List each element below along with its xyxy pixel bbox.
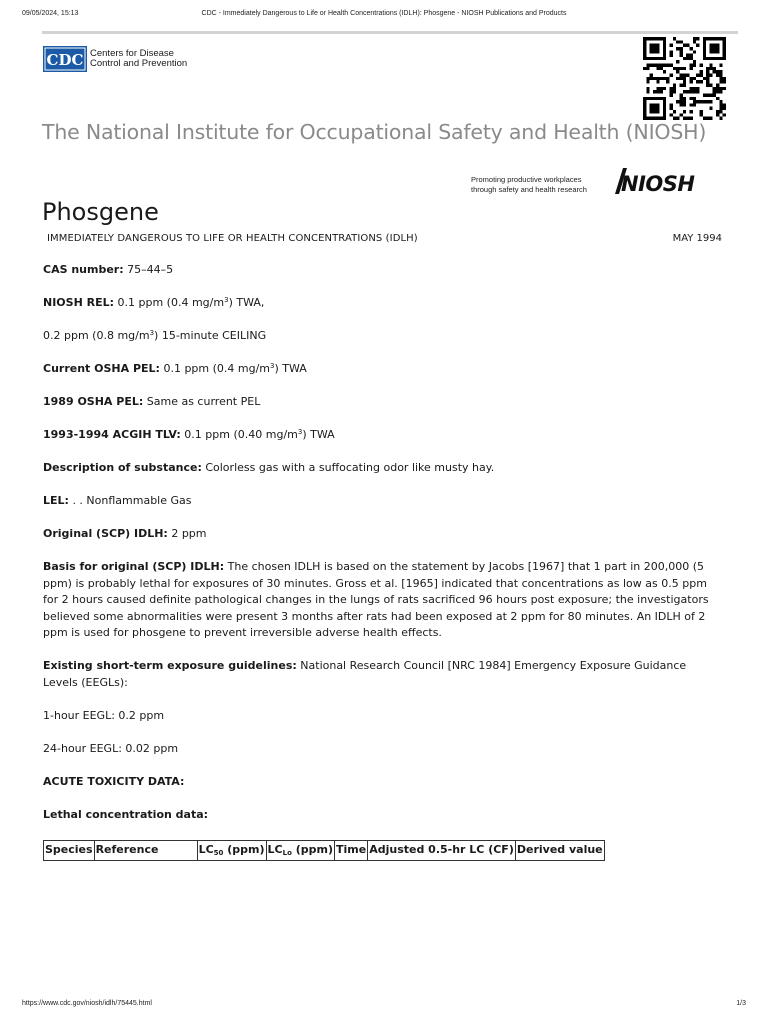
niosh-logo[interactable] <box>611 166 721 196</box>
cdc-logo-text <box>90 49 187 69</box>
main-content <box>43 262 723 861</box>
acgih-tlv-value-b: ) TWA <box>302 428 335 441</box>
niosh-rel-value-b: ) TWA, <box>228 296 265 309</box>
cdc-logo-mark <box>43 46 87 72</box>
lethal-concentration-heading-text: Lethal concentration data: <box>43 807 209 821</box>
top-divider <box>42 31 738 34</box>
page-title: Phosgene <box>42 198 159 226</box>
niosh-rel-label: NIOSH REL: <box>43 296 115 309</box>
osha-pel-1989 <box>43 394 723 411</box>
col-reference: Reference <box>94 840 197 860</box>
osha-pel-label: Current OSHA PEL: <box>43 362 160 375</box>
acute-toxicity-heading <box>43 774 723 791</box>
short-term-guidelines <box>43 658 723 691</box>
short-term-guidelines-label: Existing short-term exposure guidelines: <box>43 659 297 672</box>
scp-idlh <box>43 526 723 543</box>
niosh-rel-value-a: 0.1 ppm (0.4 mg/m <box>117 296 225 309</box>
niosh-rel-ceiling-sup: 3 <box>149 329 155 337</box>
acgih-tlv-sup: 3 <box>297 428 303 436</box>
print-url: https://www.cdc.gov/niosh/idlh/75445.html <box>22 1000 152 1007</box>
cdc-logo-line2: Control and Prevention <box>90 58 188 69</box>
osha-pel-value-a: 0.1 ppm (0.4 mg/m <box>163 362 271 375</box>
col-species: Species <box>44 840 95 860</box>
qr-code <box>643 37 726 120</box>
col-lc50-sub: 50 <box>213 848 224 857</box>
niosh-rel <box>43 295 723 312</box>
niosh-heading: The National Institute for Occupational Safety and Health (NIOSH) <box>42 120 707 144</box>
niosh-tagline <box>471 175 587 195</box>
col-lclo-sub: Lo <box>282 848 292 857</box>
acgih-tlv-label: 1993-1994 ACGIH TLV: <box>43 428 181 441</box>
niosh-rel-sup: 3 <box>224 296 229 304</box>
acute-toxicity-heading-text: ACUTE TOXICITY DATA: <box>43 774 185 788</box>
niosh-rel-ceiling <box>43 328 723 345</box>
eegl-1-hour: 1-hour EEGL: 0.2 ppm <box>43 708 165 722</box>
osha-pel-value-b: ) TWA <box>274 362 307 375</box>
print-page-title: CDC - Immediately Dangerous to Life or Health Concentrations (IDLH): Phosgene - NIOSH Publications and Products <box>201 10 567 17</box>
col-lc50-post: (ppm) <box>223 842 265 856</box>
lel <box>43 493 723 510</box>
col-lclo <box>266 840 334 860</box>
eegl-24-hour: 24-hour EEGL: 0.02 ppm <box>43 741 179 755</box>
cdc-logo-mark-text: CDC <box>46 51 84 69</box>
osha-pel <box>43 361 723 378</box>
lethal-concentration-table <box>43 840 605 861</box>
col-lc50 <box>197 840 266 860</box>
substance-description-value: Colorless gas with a suffocating odor like musty hay. <box>205 461 495 474</box>
niosh-logo-text: NIOSH <box>621 172 695 196</box>
cdc-logo[interactable] <box>43 46 187 72</box>
col-adjusted-lc: Adjusted 0.5-hr LC (CF) <box>368 840 516 860</box>
cas-number-value: 75–44–5 <box>127 263 174 276</box>
scp-idlh-value: 2 ppm <box>171 527 207 540</box>
niosh-rel-ceiling-value-b: ) 15-minute CEILING <box>154 329 267 342</box>
col-derived-value: Derived value <box>515 840 604 860</box>
col-lc50-pre: LC <box>198 842 214 856</box>
niosh-rel-ceiling-value-a: 0.2 ppm (0.8 mg/m <box>43 329 150 342</box>
acgih-tlv-value-a: 0.1 ppm (0.40 mg/m <box>184 428 298 441</box>
scp-idlh-label: Original (SCP) IDLH: <box>43 527 168 540</box>
page-subtitle: IMMEDIATELY DANGEROUS TO LIFE OR HEALTH CONCENTRATIONS (IDLH) <box>47 233 418 244</box>
niosh-tagline-line2: through safety and health research <box>471 185 587 194</box>
print-footer <box>22 1000 746 1012</box>
cdc-logo-line1: Centers for Disease <box>90 48 174 59</box>
col-time: Time <box>335 840 368 860</box>
table-header-row <box>44 840 605 860</box>
idlh-basis-text: The chosen IDLH is based on the statement by Jacobs [1967] that 1 part in 200,000 (5 ppm) is probably lethal for exposures of 30 minutes. Gross et al. [1965] indicated that concentrations as low as 0.5 ppm for 2 hours caused definite pathological changes in the lungs of rats sacrificed 96 hours post exposure; the investigators believed some abnormalities were present 3 months after rats had been exposed at 2 ppm for 80 minutes. An IDLH of 2 ppm is used for phosgene to prevent irreversible adverse health effects. <box>43 560 709 639</box>
substance-description <box>43 460 723 477</box>
print-datetime: 09/05/2024, 15:13 <box>22 10 79 17</box>
niosh-tagline-line1: Promoting productive workplaces <box>471 175 582 184</box>
osha-pel-1989-value: Same as current PEL <box>146 395 261 408</box>
print-page-number: 1/3 <box>736 1000 746 1007</box>
acgih-tlv <box>43 427 723 444</box>
lethal-concentration-heading <box>43 807 723 824</box>
idlh-basis-label: Basis for original (SCP) IDLH: <box>43 560 225 573</box>
publication-date: MAY 1994 <box>672 233 722 244</box>
short-term-guidelines-value: National Research Council [NRC 1984] Emergency Exposure Guidance Levels (EEGLs): <box>43 659 687 689</box>
col-lclo-post: (ppm) <box>291 842 333 856</box>
col-lclo-pre: LC <box>267 842 283 856</box>
osha-pel-1989-label: 1989 OSHA PEL: <box>43 395 144 408</box>
lel-label: LEL: <box>43 494 69 507</box>
osha-pel-sup: 3 <box>270 362 275 370</box>
substance-description-label: Description of substance: <box>43 461 202 474</box>
lel-value: . . Nonflammable Gas <box>72 494 192 507</box>
idlh-basis <box>43 559 723 642</box>
cas-number <box>43 262 723 279</box>
cas-number-label: CAS number: <box>43 263 124 276</box>
print-header <box>22 10 746 22</box>
